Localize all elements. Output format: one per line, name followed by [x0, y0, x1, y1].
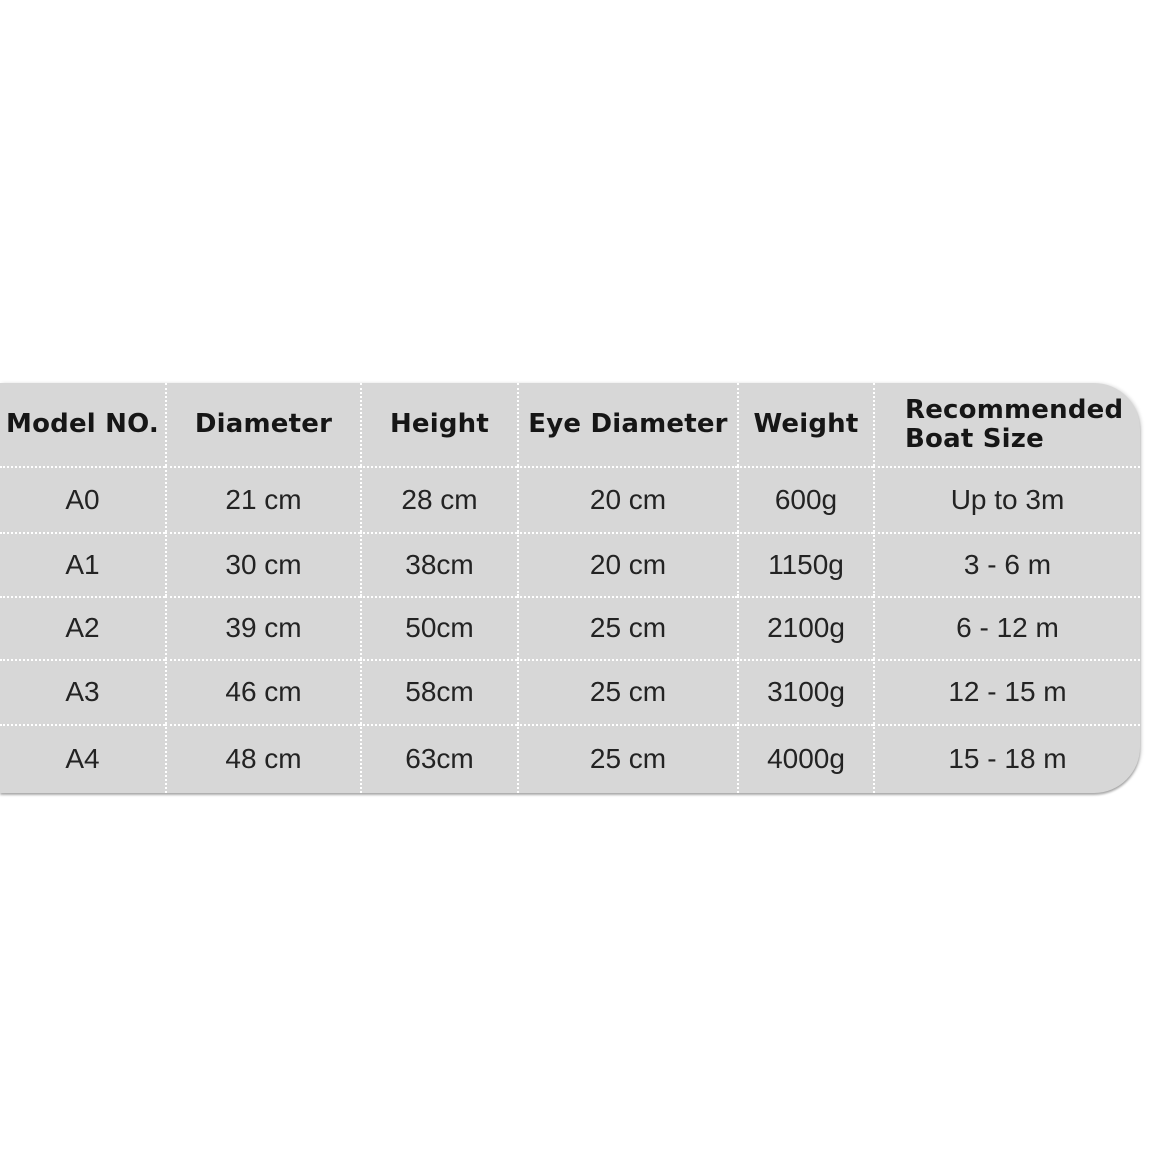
cell-model-no: A2	[0, 596, 165, 659]
cell-diameter: 39 cm	[165, 596, 360, 659]
cell-recommended-boat-size: 6 - 12 m	[873, 596, 1140, 659]
column-header-weight: Weight	[737, 383, 873, 466]
column-header-diameter: Diameter	[165, 383, 360, 466]
cell-diameter: 21 cm	[165, 466, 360, 532]
cell-diameter: 48 cm	[165, 724, 360, 793]
cell-height: 58cm	[360, 659, 517, 724]
cell-weight: 600g	[737, 466, 873, 532]
cell-weight: 2100g	[737, 596, 873, 659]
cell-height: 28 cm	[360, 466, 517, 532]
cell-weight: 4000g	[737, 724, 873, 793]
column-header-recommended-boat-size	[873, 383, 1140, 466]
cell-height: 38cm	[360, 532, 517, 596]
cell-model-no: A4	[0, 724, 165, 793]
cell-weight: 3100g	[737, 659, 873, 724]
cell-model-no: A0	[0, 466, 165, 532]
cell-eye-diameter: 25 cm	[517, 724, 737, 793]
cell-diameter: 46 cm	[165, 659, 360, 724]
column-header-eye-diameter: Eye Diameter	[517, 383, 737, 466]
cell-eye-diameter: 25 cm	[517, 596, 737, 659]
cell-eye-diameter: 25 cm	[517, 659, 737, 724]
cell-eye-diameter: 20 cm	[517, 466, 737, 532]
cell-recommended-boat-size: Up to 3m	[873, 466, 1140, 532]
cell-diameter: 30 cm	[165, 532, 360, 596]
cell-recommended-boat-size: 3 - 6 m	[873, 532, 1140, 596]
cell-height: 63cm	[360, 724, 517, 793]
column-header-recommended-boat-size-label: Recommended Boat Size	[905, 394, 1124, 454]
cell-model-no: A1	[0, 532, 165, 596]
column-header-height: Height	[360, 383, 517, 466]
cell-eye-diameter: 20 cm	[517, 532, 737, 596]
cell-height: 50cm	[360, 596, 517, 659]
column-header-model-no: Model NO.	[6, 409, 159, 440]
cell-recommended-boat-size: 15 - 18 m	[873, 724, 1140, 793]
cell-model-no: A3	[0, 659, 165, 724]
cell-recommended-boat-size: 12 - 15 m	[873, 659, 1140, 724]
cell-weight: 1150g	[737, 532, 873, 596]
spec-table	[0, 383, 1140, 793]
